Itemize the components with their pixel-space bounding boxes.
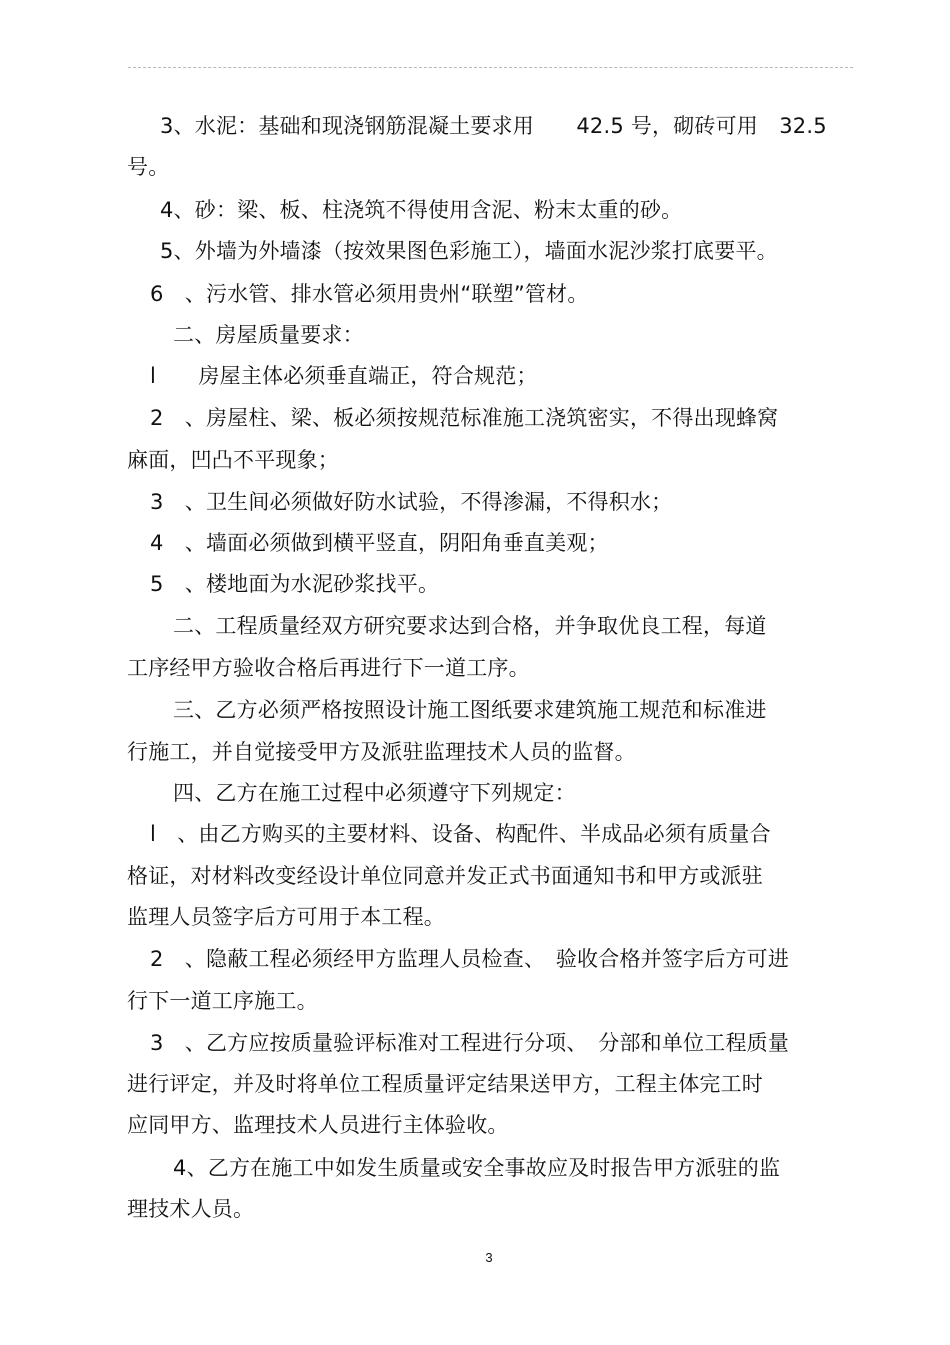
- text-line: 行下一道工序施工。: [127, 989, 318, 1013]
- text-line: 工序经甲方验收合格后再进行下一道工序。: [127, 656, 530, 680]
- text-line: 3 、乙方应按质量验评标准对工程进行分项、 分部和单位工程质量: [150, 1031, 790, 1055]
- text-line: 2 、房屋柱、梁、板必须按规范标准施工浇筑密实，不得出现蜂窝: [150, 406, 779, 430]
- text-line: 3、水泥：基础和现浇钢筋混凝土要求用 42.5 号，砌砖可用 32.5: [160, 114, 827, 138]
- text-line: 2 、隐蔽工程必须经甲方监理人员检查、 验收合格并签字后方可进: [150, 947, 790, 971]
- text-line: 三、乙方必须严格按照设计施工图纸要求建筑施工规范和标准进: [173, 698, 767, 722]
- text-line: 4、乙方在施工中如发生质量或安全事故应及时报告甲方派驻的监: [173, 1156, 781, 1180]
- text-line: 5、外墙为外墙漆（按效果图色彩施工），墙面水泥沙浆打底要平。: [160, 239, 778, 263]
- text-line: 四、乙方在施工过程中必须遵守下列规定：: [173, 781, 576, 805]
- text-line: 6 、污水管、排水管必须用贵州“联塑”管材。: [150, 282, 589, 306]
- text-line: 理技术人员。: [127, 1197, 255, 1221]
- text-line: 格证，对材料改变经设计单位同意并发正式书面通知书和甲方或派驻: [127, 864, 763, 888]
- section-heading: 二、房屋质量要求：: [173, 323, 364, 347]
- header-rule: [128, 67, 853, 68]
- text-line: 监理人员签字后方可用于本工程。: [127, 905, 445, 929]
- text-line: 二、工程质量经双方研究要求达到合格，并争取优良工程，每道: [173, 614, 767, 638]
- text-line: 5 、楼地面为水泥砂浆找平。: [150, 572, 440, 596]
- text-line: 4 、墙面必须做到横平竖直，阴阳角垂直美观；: [150, 531, 609, 555]
- text-line: 应同甲方、监理技术人员进行主体验收。: [127, 1113, 509, 1137]
- text-line: 行施工，并自觉接受甲方及派驻监理技术人员的监督。: [127, 740, 636, 764]
- text-line: l 、由乙方购买的主要材料、设备、构配件、半成品必须有质量合: [150, 822, 771, 846]
- text-line: 号。: [127, 155, 170, 179]
- text-line: l 房屋主体必须垂直端正，符合规范；: [150, 364, 538, 388]
- text-line: 进行评定，并及时将单位工程质量评定结果送甲方，工程主体完工时: [127, 1072, 763, 1096]
- page-number: 3: [485, 1250, 493, 1265]
- text-line: 3 、卫生间必须做好防水试验，不得渗漏，不得积水；: [150, 490, 673, 514]
- text-line: 麻面，凹凸不平现象；: [127, 448, 339, 472]
- text-line: 4、砂：梁、板、柱浇筑不得使用含泥、粉末太重的砂。: [160, 198, 683, 222]
